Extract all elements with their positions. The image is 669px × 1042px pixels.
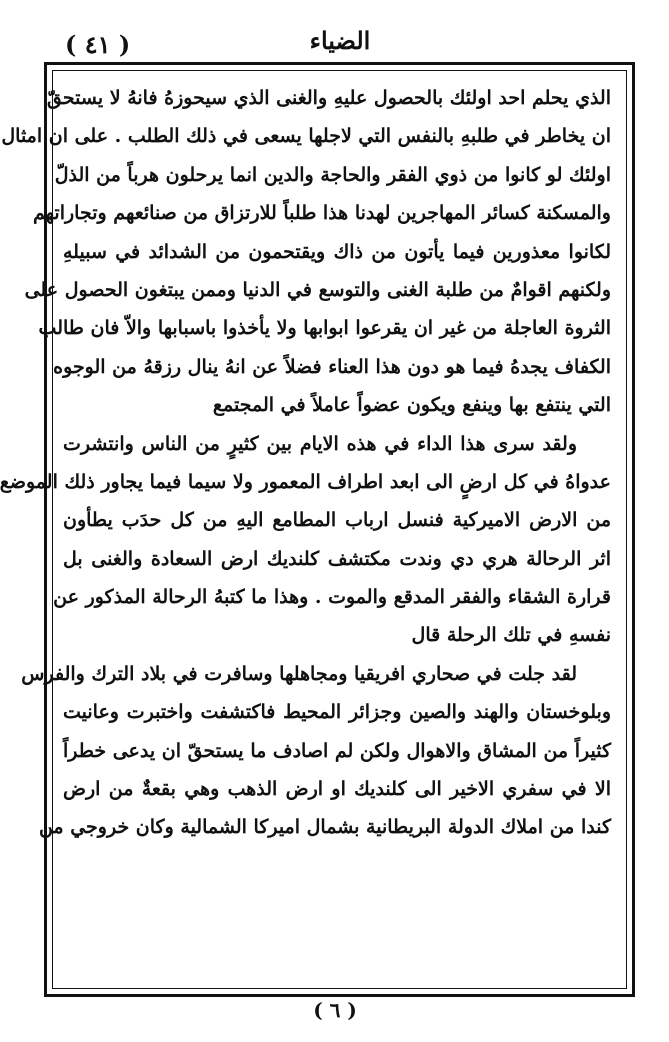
page-number: ( ٤١ ) — [65, 30, 131, 59]
text-line: كثيراً من المشاق والاهوال ولكن لم اصادف ما يستحقّ ان يدعى خطراً — [63, 739, 611, 762]
text-line: لكانوا معذورين فيما يأتون من ذاك ويقتحمون من الشدائد في سبيلهِ — [63, 240, 611, 263]
text-line: كندا من املاك الدولة البريطانية بشمال اميركا الشمالية وكان خروجي من — [38, 816, 611, 839]
running-title: الضياء — [309, 26, 371, 55]
text-line: ولقد سرى هذا الداء في هذه الايام بين كثيرٍ من الناس وانتشرت — [63, 432, 577, 455]
text-line: نفسهِ في تلك الرحلة قال — [411, 624, 611, 647]
page-frame — [0, 62, 635, 997]
text-line: اثر الرحالة هري دي وندت مكتشف كلنديك ارض السعادة والغنى بل — [63, 547, 611, 570]
text-line: لقد جلت في صحاري افريقيا ومجاهلها وسافرت في بلاد الترك والفرس — [21, 662, 577, 685]
text-line: الكفاف يجدهُ فيما هو دون هذا العناء فضلاً عن انهُ ينال رزقهُ من الوجوه — [53, 355, 611, 378]
text-line: ولكنهم اقوامٌ من طلبة الغنى والتوسع في الدنيا وممن يبتغون الحصول على — [24, 278, 611, 301]
text-line: التي ينتفع بها وينفع ويكون عضواً عاملاً في المجتمع — [212, 394, 611, 417]
text-line: عدواهُ في كل ارضٍ الى ابعد اطراف المعمور ولا سيما فيما يجاور ذلك الموضع — [0, 470, 611, 493]
footer-page-number: ( ٦ ) — [313, 998, 357, 1022]
text-line: ان يخاطر في طلبهِ بالنفس التي لاجلها يسعى في ذلك الطلب . على ان امثال — [1, 125, 611, 148]
text-line: من الارض الاميركية فنسل ارباب المطامع اليهِ من كل حدَب يطأون — [63, 509, 611, 532]
text-line: الذي يحلم احد اولئك بالحصول عليهِ والغنى الذي سيحوزهُ فانهُ لا يستحقّ — [47, 87, 611, 109]
text-line: اولئك لو كانوا من ذوي الفقر والحاجة والدين انما يرحلون هرباً من الذلّ — [54, 163, 611, 186]
page-header — [40, 26, 640, 62]
text-line: وبلوخستان والهند والصين وجزائر المحيط فاكتشفت واختبرت وعانيت — [63, 701, 611, 724]
text-line: قرارة الشقاء والفقر المدقع والموت . وهذا ما كتبهُ الرحالة المذكور عن — [53, 586, 611, 609]
body-text — [0, 79, 611, 847]
text-line: والمسكنة كسائر المهاجرين لهدنا هذا طلباً للارتزاق من صنائعهم وتجاراتهم — [33, 202, 611, 225]
text-line: الا في سفري الاخير الى كلنديك او ارض الذهب وهي بقعةٌ من ارض — [63, 778, 611, 801]
text-line: الثروة العاجلة من غير ان يقرعوا ابوابها ولا يأخذوا باسبابها والاّ فان طالب — [38, 317, 611, 340]
